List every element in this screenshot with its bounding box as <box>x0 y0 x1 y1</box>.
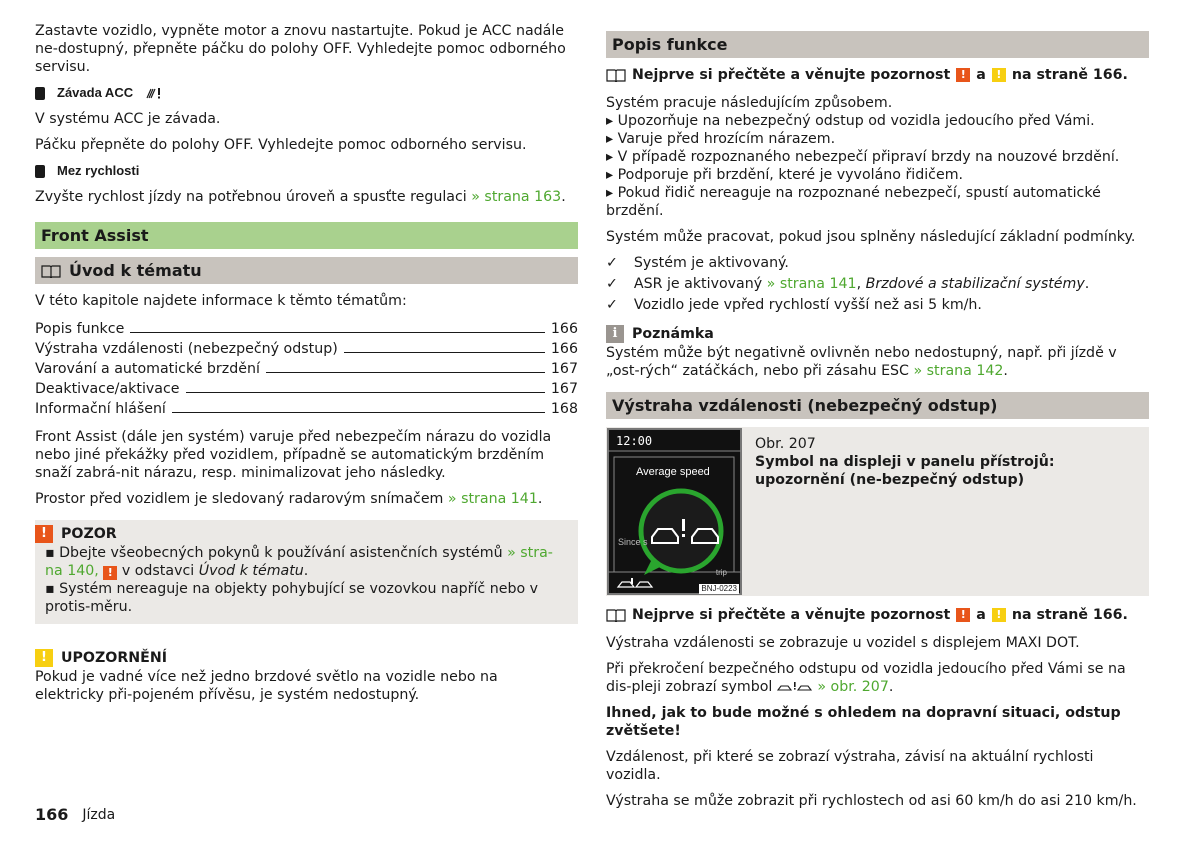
list-item: ✓ Systém je aktivovaný. <box>606 255 789 271</box>
list-item: ✓ ASR je aktivovaný » strana 141, Brzdové a stabilizační systémy. <box>606 276 1090 292</box>
section-intro: Úvod k tématu <box>35 257 578 284</box>
section-front-assist: Front Assist <box>35 222 578 249</box>
right-column <box>606 31 1149 818</box>
paragraph-warning-distance: Vzdálenost, při které se zobrazí výstraha, závisí na aktuální rychlosti vozidla. <box>606 749 1094 783</box>
warning-item: ▪ Dbejte všeobecných pokynů k používání asistenčních systémů » stra-na 140, ! v odstavci Úvod k tématu. <box>45 545 553 579</box>
read-first-reference: Nejprve si přečtěte a věnujte pozornost ! a ! na straně 166. <box>606 606 1149 624</box>
link-page-140[interactable]: » stra-na 140, <box>45 545 553 579</box>
paragraph-front-assist-description: Front Assist (dále jen systém) varuje před nebezpečím nárazu do vozidla nebo jiné překážky před vozidlem, případně se automatickým brzděním snaží zabrá-nit nárazu, resp. minimalizovat jeho následky. <box>35 429 552 481</box>
conditions-list <box>606 254 1149 314</box>
caution-box: ! UPOZORNĚNÍ Pokud je vadné více než jedno brzdové světlo na vozidle nebo na elektricky při-pojeném přívěsu, je systém nedostupný. <box>35 644 578 712</box>
warning-icon[interactable]: ! <box>956 608 970 622</box>
page-footer <box>35 806 115 824</box>
caution-icon: ! <box>35 649 53 667</box>
toc-row[interactable]: Výstraha vzdálenosti (nebezpečný odstup) 166 <box>35 341 578 357</box>
link-page-163[interactable]: » strana 163 <box>471 189 562 205</box>
distance-warning-icon <box>777 680 813 692</box>
paragraph-conditions: Systém může pracovat, pokud jsou splněny následující základní podmínky. <box>606 229 1136 245</box>
book-icon <box>606 608 626 622</box>
paragraph-switch-off: Páčku přepněte do polohy OFF. Vyhledejte pomoc odborného servisu. <box>35 137 527 153</box>
book-icon <box>41 264 61 278</box>
paragraph-topics: V této kapitole najdete informace k těmto tématům: <box>35 293 407 309</box>
display-icon <box>35 87 45 100</box>
warning-icon: ! <box>103 566 117 580</box>
info-icon: i <box>606 325 624 343</box>
toc-row[interactable]: Informační hlášení 168 <box>35 401 578 417</box>
display-icon <box>35 165 45 178</box>
read-first-reference: Nejprve si přečtěte a věnujte pozornost ! a ! na straně 166. <box>606 66 1149 84</box>
toc-row[interactable]: Popis funkce 166 <box>35 321 578 337</box>
figure-caption: Symbol na displeji v panelu přístrojů: upozornění (ne-bezpečný odstup) <box>755 454 1055 488</box>
caution-icon[interactable]: ! <box>992 68 1006 82</box>
paragraph-acc-fault: V systému ACC je závada. <box>35 111 221 127</box>
note-box: i Poznámka Systém může být negativně ovlivněn nebo nedostupný, např. při jízdě v „ost-rých“ zatáčkách, nebo při zásahu ESC » strana 142. <box>606 326 1117 379</box>
display-label: Average speed <box>636 466 710 478</box>
page-number: 166 <box>35 805 69 824</box>
paragraph-maxi-dot: Výstraha vzdálenosti se zobrazuje u vozidel s displejem MAXI DOT. <box>606 635 1080 651</box>
toc-row[interactable]: Varování a automatické brzdění 167 <box>35 361 578 377</box>
list-item: ✓ Vozidlo jede vpřed rychlostí vyšší než asi 5 km/h. <box>606 297 982 313</box>
paragraph-increase-speed: Zvyšte rychlost jízdy na potřebnou úroveň a spusťte regulaci » strana 163. <box>35 189 566 205</box>
list-item: ▸ Pokud řidič nereaguje na rozpoznané nebezpečí, spustí automatické brzdění. <box>606 185 1101 219</box>
figure-number: Obr. 207 <box>755 436 816 452</box>
heading-acc-fault: Závada ACC <box>35 84 578 102</box>
link-page-141[interactable]: » strana 141 <box>766 276 857 292</box>
check-icon: ✓ <box>606 276 618 292</box>
warning-icon[interactable]: ! <box>956 68 970 82</box>
link-figure-207[interactable]: » obr. 207 <box>817 679 889 695</box>
figure-207 <box>606 427 1149 596</box>
list-item: ▸ Podporuje při brzdění, které je vyvoláno řidičem. <box>606 167 964 183</box>
warning-icon: ! <box>35 525 53 543</box>
list-item: ▸ V případě rozpoznaného nebezpečí připraví brzdy na nouzové brzdění. <box>606 149 1120 165</box>
caution-text: Pokud je vadné více než jedno brzdové světlo na vozidle nebo na elektricky při-pojeném přívěsu, je systém nedostupný. <box>35 669 498 703</box>
figure-code: BNJ-0223 <box>701 584 737 593</box>
paragraph-increase-distance: Ihned, jak to bude možné s ohledem na dopravní situaci, odstup zvětšete! <box>606 705 1121 739</box>
section-distance-warning: Výstraha vzdálenosti (nebezpečný odstup) <box>606 392 1149 419</box>
toc-row[interactable]: Deaktivace/aktivace 167 <box>35 381 578 397</box>
display-time: 12:00 <box>616 434 653 448</box>
book-icon <box>606 68 626 82</box>
list-item: ▸ Upozorňuje na nebezpečný odstup od vozidla jedoucího před Vámi. <box>606 113 1095 129</box>
warning-item: ▪ Systém nereaguje na objekty pohybující se vozovkou napříč nebo v protis-měru. <box>45 581 539 615</box>
warning-box: ! POZOR ▪ Dbejte všeobecných pokynů k používání asistenčních systémů » stra-na 140, ! v odstavci Úvod k tématu. ▪ Systém nereaguje na objekty pohybující se vozovkou napříč nebo v protis-měru. <box>35 520 578 624</box>
section-function-description: Popis funkce <box>606 31 1149 58</box>
list-item: ▸ Varuje před hrozícím nárazem. <box>606 131 836 147</box>
table-of-contents <box>35 318 578 418</box>
paragraph-system-works: Systém pracuje následujícím způsobem. <box>606 95 893 111</box>
paragraph-speed-range: Výstraha se může zobrazit při rychlostech od asi 60 km/h do asi 210 km/h. <box>606 793 1137 809</box>
left-column <box>35 22 578 722</box>
paragraph-symbol-shown: Při překročení bezpečného odstupu od vozidla jedoucího před Vámi se na dis-pleji zobrazí symbol » obr. 207. <box>606 661 1126 695</box>
paragraph-radar-sensor: Prostor před vozidlem je sledovaný radarovým snímačem » strana 141. <box>35 491 543 507</box>
display-since: Since s <box>618 537 648 547</box>
caution-icon[interactable]: ! <box>992 608 1006 622</box>
heading-speed-limit: Mez rychlosti <box>35 162 578 180</box>
check-icon: ✓ <box>606 297 618 313</box>
link-page-142[interactable]: » strana 142 <box>913 363 1004 379</box>
link-page-141[interactable]: » strana 141 <box>447 491 538 507</box>
instrument-display-image <box>606 427 743 596</box>
acc-warning-icon <box>145 86 163 100</box>
chapter-name: Jízda <box>82 807 116 823</box>
check-icon: ✓ <box>606 255 618 271</box>
display-trip: trip <box>715 568 727 577</box>
paragraph-acc-unavailable: Zastavte vozidlo, vypněte motor a znovu nastartujte. Pokud je ACC nadále ne-dostupný, přepněte páčku do polohy OFF. Vyhledejte pomoc odborného servisu. <box>35 23 566 75</box>
feature-list <box>606 112 1149 220</box>
